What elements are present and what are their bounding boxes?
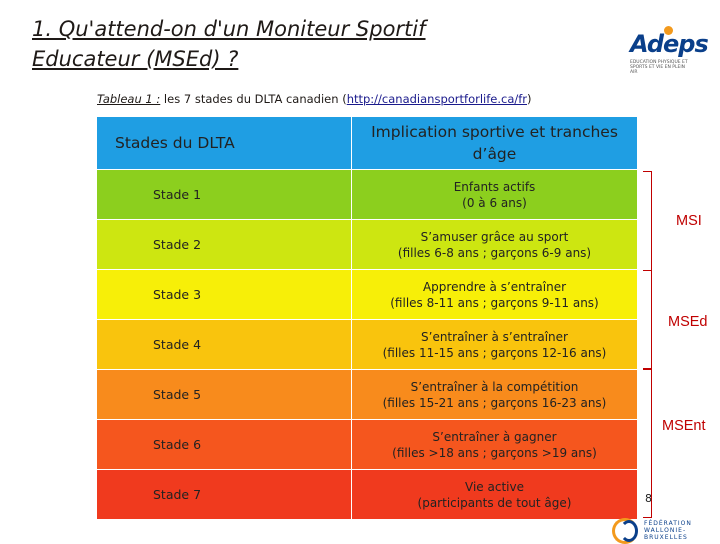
stage-cell: Stade 4 (97, 320, 352, 370)
federation-logo (600, 516, 710, 540)
stage-cell: Stade 6 (97, 420, 352, 470)
implication-line-1: S’entraîner à s’entraîner (421, 329, 568, 344)
implication-cell (352, 320, 638, 370)
table-row (97, 270, 637, 320)
adeps-logo (624, 26, 710, 75)
implication-line-2: (filles 8-11 ans ; garçons 9-11 ans) (390, 295, 599, 310)
caption-close: ) (527, 92, 532, 106)
implication-line-1: S’entraîner à gagner (432, 429, 557, 444)
slide-title (32, 14, 426, 74)
implication-cell (352, 420, 638, 470)
federation-text: FÉDÉRATION WALLONIE-BRUXELLES (644, 520, 692, 541)
title-line-2: Educateur (MSEd) ? (32, 47, 239, 71)
title-line-1: 1. Qu'attend-on d'un Moniteur Sportif (32, 17, 426, 41)
stage-cell: Stade 7 (97, 470, 352, 520)
implication-line-1: Enfants actifs (453, 179, 536, 194)
implication-line-1: Apprendre à s’entraîner (422, 279, 567, 294)
table-row (97, 370, 637, 420)
category-msent: MSEnt (662, 418, 706, 434)
header-implication: Implication sportive et tranches d’âge (352, 117, 638, 170)
header-stages: Stades du DLTA (97, 117, 352, 170)
implication-line-2: (0 à 6 ans) (462, 195, 527, 210)
implication-cell (352, 270, 638, 320)
implication-line-1: Vie active (465, 479, 524, 494)
table-caption (97, 92, 532, 106)
federation-swoosh-icon-2 (620, 520, 638, 542)
category-msi: MSI (676, 213, 702, 229)
implication-line-2: (filles 15-21 ans ; garçons 16-23 ans) (382, 395, 607, 410)
implication-line-1: S’entraîner à la compétition (410, 379, 579, 394)
dlta-table (97, 117, 637, 520)
implication-cell (352, 220, 638, 270)
table-header-row (97, 117, 637, 170)
implication-line-2: (filles >18 ans ; garçons >19 ans) (392, 445, 597, 460)
implication-cell (352, 170, 638, 220)
implication-line-2: (filles 11-15 ans ; garçons 12-16 ans) (382, 345, 607, 360)
bracket-msed (643, 270, 652, 370)
table-row (97, 420, 637, 470)
table-row (97, 470, 637, 520)
implication-line-1: S’amuser grâce au sport (420, 229, 569, 244)
implication-cell (352, 470, 638, 520)
caption-text: les 7 stades du DLTA canadien ( (160, 92, 347, 106)
implication-line-2: (participants de tout âge) (417, 495, 572, 510)
stage-cell: Stade 3 (97, 270, 352, 320)
page-number: 8 (645, 492, 652, 505)
implication-line-2: (filles 6-8 ans ; garçons 6-9 ans) (397, 245, 592, 260)
logo-word: Adeps (630, 30, 708, 58)
bracket-msi (643, 171, 652, 271)
stage-cell: Stade 5 (97, 370, 352, 420)
table-row (97, 320, 637, 370)
stage-cell: Stade 1 (97, 170, 352, 220)
logo-subtext: EDUCATION PHYSIQUE ET SPORTS ET VIE EN PLEIN AIR (630, 60, 688, 75)
table-row (97, 220, 637, 270)
table-row (97, 170, 637, 220)
implication-cell (352, 370, 638, 420)
category-msed: MSEd (668, 314, 708, 330)
caption-label: Tableau 1 : (97, 92, 161, 106)
stage-cell: Stade 2 (97, 220, 352, 270)
caption-link[interactable]: http://canadiansportforlife.ca/fr (346, 92, 528, 106)
